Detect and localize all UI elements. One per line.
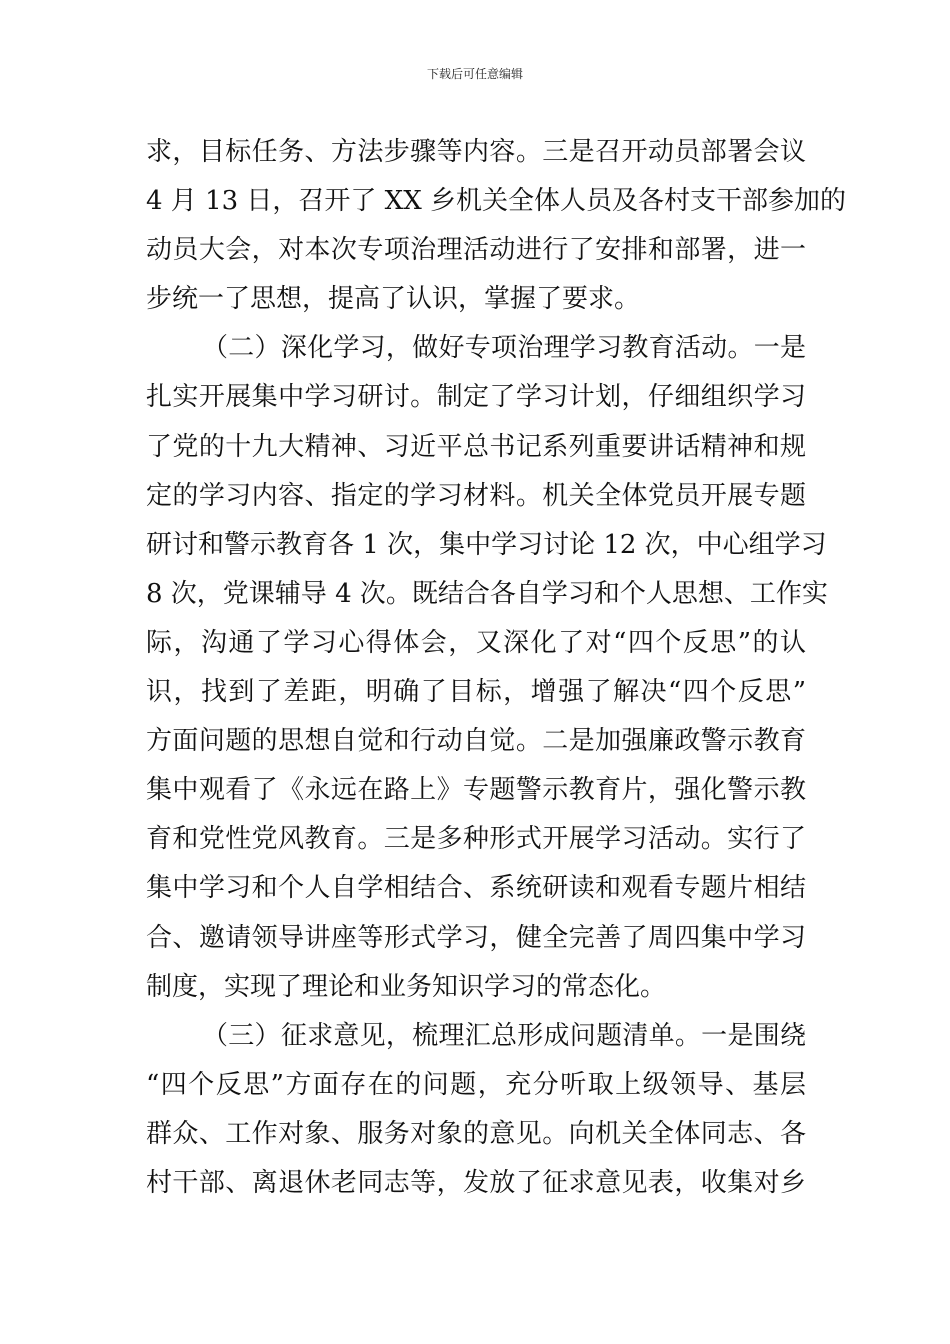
text-line: 8 次，党课辅导 4 次。既结合各自学习和个人思想、工作实 bbox=[146, 578, 828, 609]
text-line: 群众、工作对象、服务对象的意见。向机关全体同志、各 bbox=[146, 1118, 806, 1149]
section-heading-line: （三）征求意见，梳理汇总形成问题清单。一是围绕 bbox=[202, 1020, 806, 1051]
document-body bbox=[146, 128, 846, 1208]
text-line: 定的学习内容、指定的学习材料。机关全体党员开展专题 bbox=[146, 480, 806, 511]
text-line: 村干部、离退休老同志等，发放了征求意见表，收集对乡 bbox=[146, 1167, 806, 1198]
text-line: 育和党性党风教育。三是多种形式开展学习活动。实行了 bbox=[146, 824, 806, 855]
text-line: 了党的十九大精神、习近平总书记系列重要讲话精神和规 bbox=[146, 431, 806, 462]
page-header: 下载后可任意编辑 bbox=[426, 67, 523, 81]
text-line: 识，找到了差距，明确了目标，增强了解决“四个反思” bbox=[146, 677, 806, 708]
text-line: 研讨和警示教育各 1 次，集中学习讨论 12 次，中心组学习 bbox=[146, 529, 827, 560]
text-line: 合、邀请领导讲座等形式学习，健全完善了周四集中学习 bbox=[146, 922, 806, 953]
text-line: 际，沟通了学习心得体会，又深化了对“四个反思”的认 bbox=[146, 627, 806, 658]
text-line: 制度，实现了理论和业务知识学习的常态化。 bbox=[146, 971, 667, 1002]
text-line: 扎实开展集中学习研讨。制定了学习计划，仔细组织学习 bbox=[146, 382, 806, 413]
text-line: 集中观看了《永远在路上》专题警示教育片，强化警示教 bbox=[146, 775, 806, 806]
text-line: 步统一了思想，提高了认识，掌握了要求。 bbox=[146, 284, 641, 315]
text-line: 集中学习和个人自学相结合、系统研读和观看专题片相结 bbox=[146, 873, 806, 904]
text-line: “四个反思”方面存在的问题，充分听取上级领导、基层 bbox=[146, 1069, 806, 1100]
text-line: 4 月 13 日，召开了 XX 乡机关全体人员及各村支干部参加的 bbox=[146, 186, 846, 217]
text-line: 求，目标任务、方法步骤等内容。三是召开动员部署会议 bbox=[146, 137, 806, 167]
text-line: 方面问题的思想自觉和行动自觉。二是加强廉政警示教育 bbox=[146, 726, 806, 757]
text-line: 动员大会，对本次专项治理活动进行了安排和部署，进一 bbox=[146, 235, 806, 266]
section-heading-line: （二）深化学习，做好专项治理学习教育活动。一是 bbox=[202, 333, 806, 364]
